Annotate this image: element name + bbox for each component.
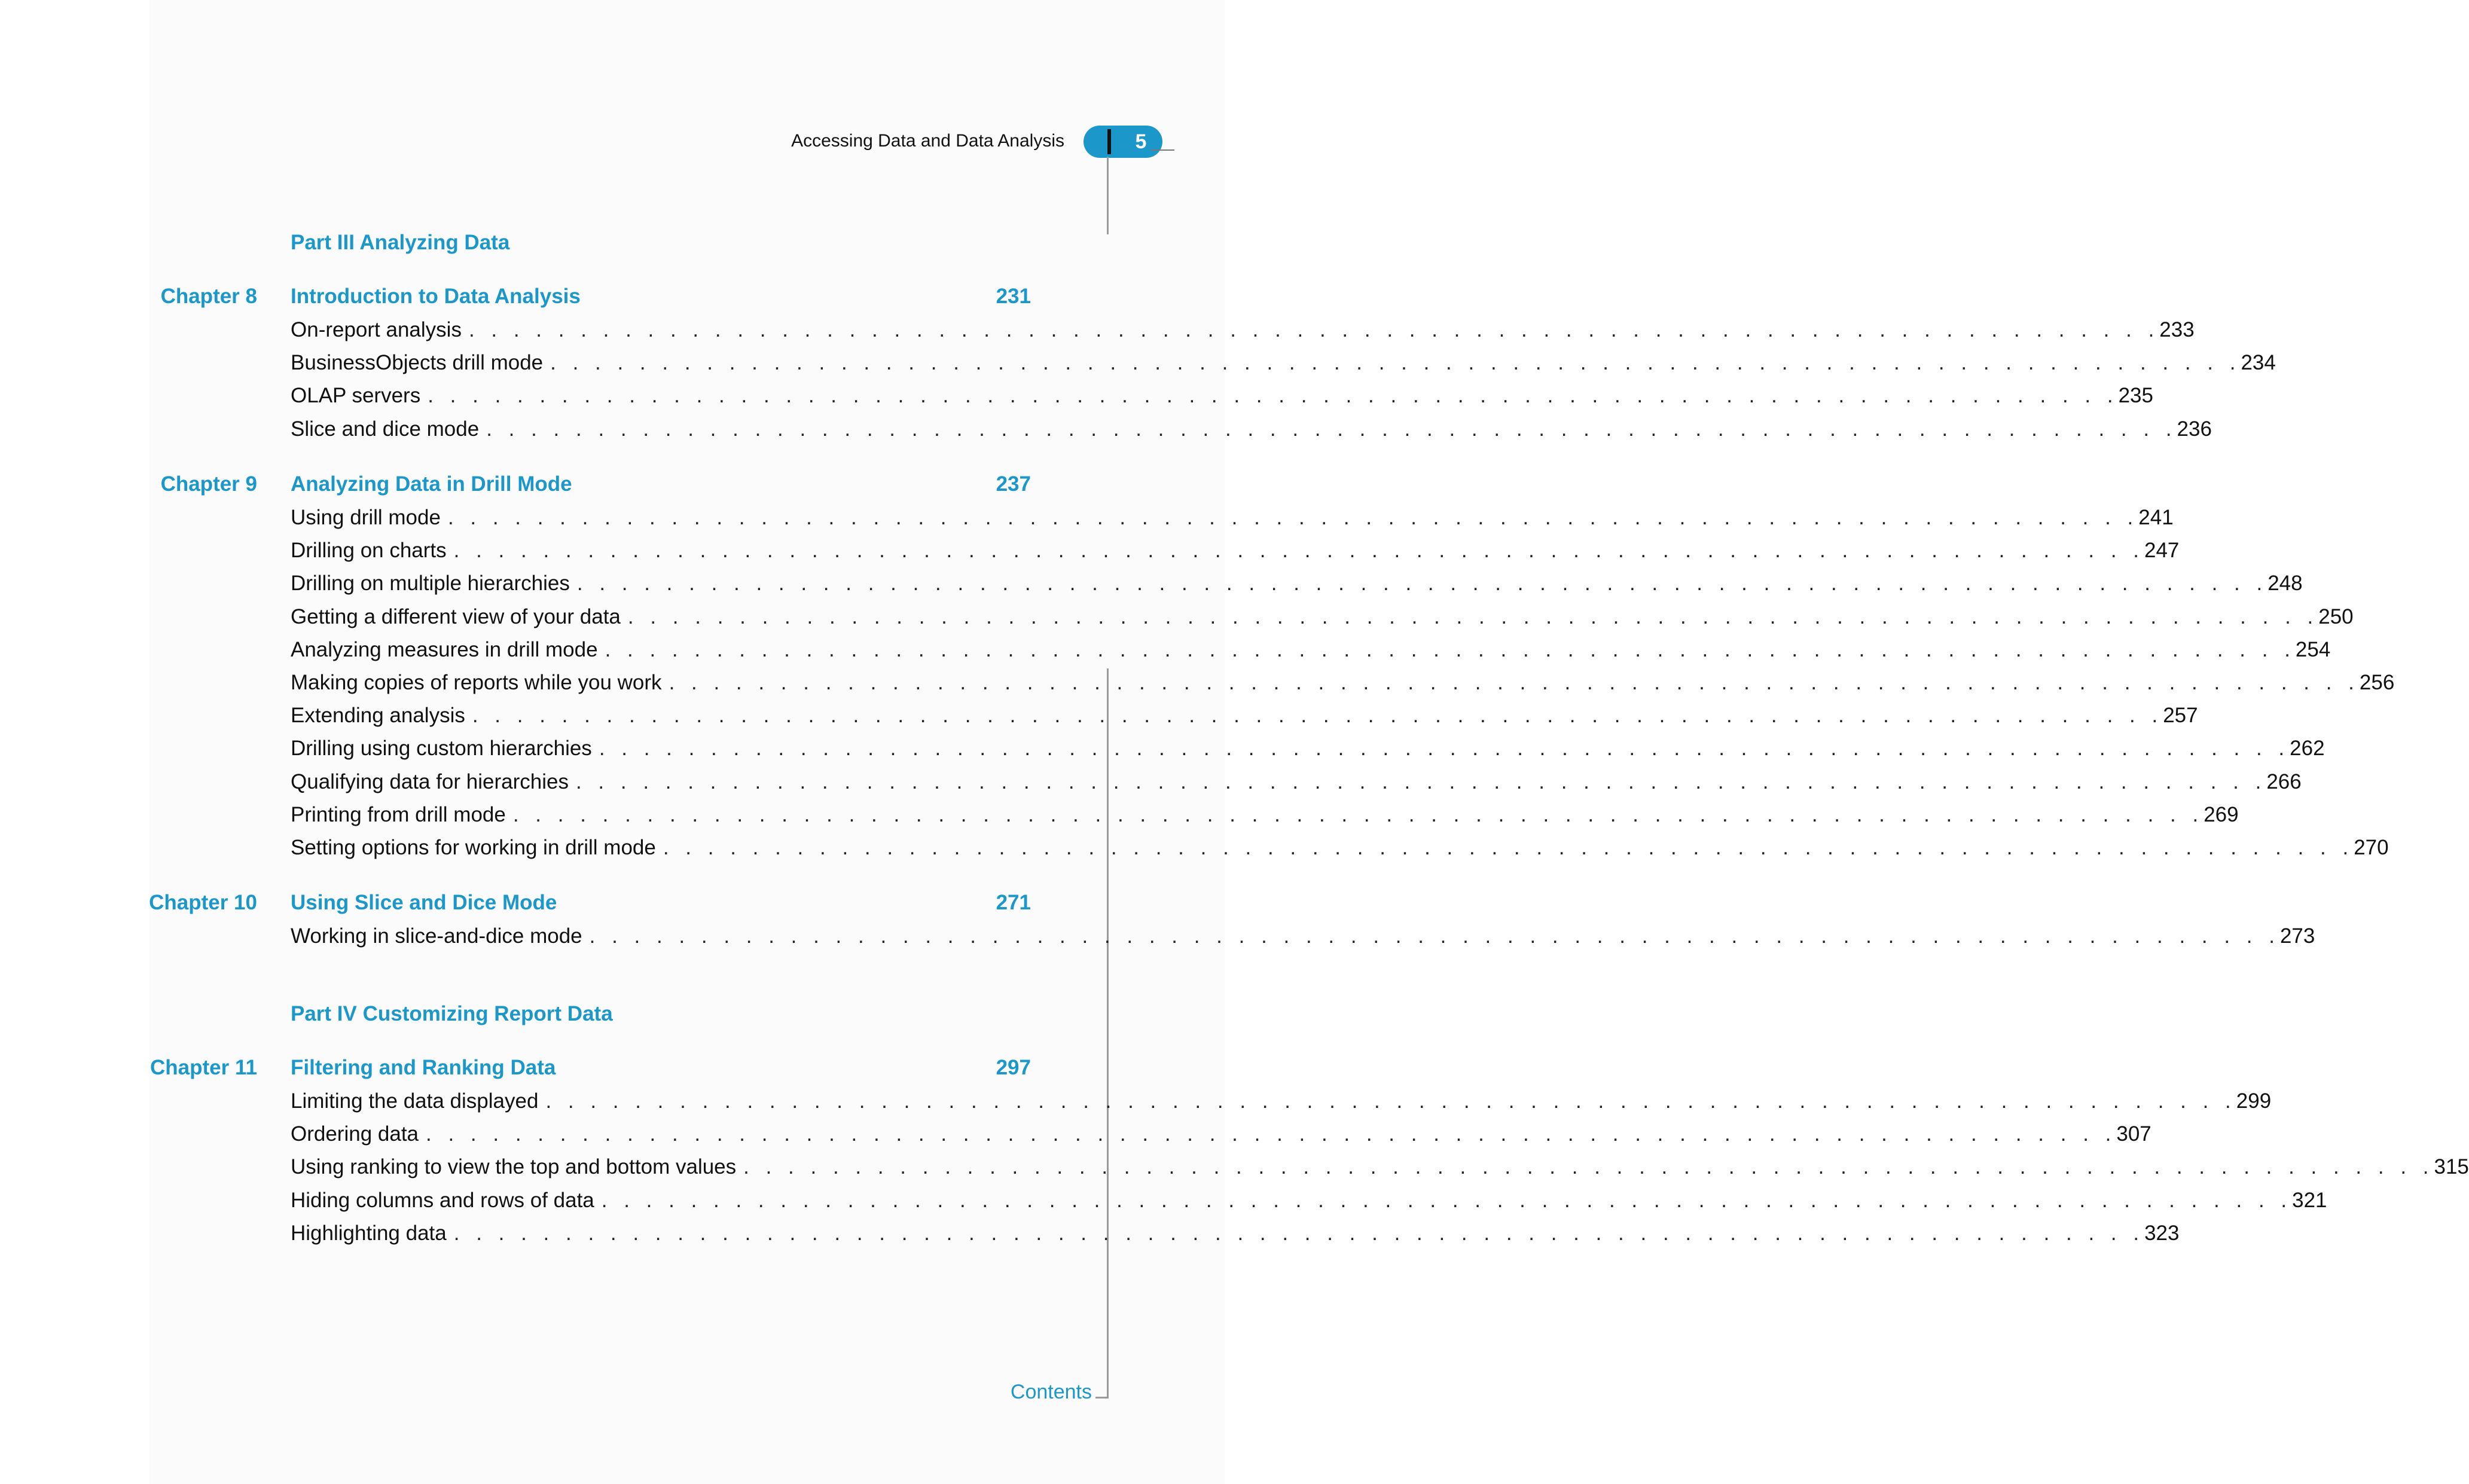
toc-entry-title: Qualifying data for hierarchies [291,770,569,793]
toc-entry-title: Highlighting data [291,1221,447,1245]
dot-leader: . . . . . . . . . . . . . . . . . . . . . . . . . . . . . . . . . . . . . . . . . . . . . . . . . . . . . . . . . . . . . . . . . . . . . . . . . . . . [743,1155,2434,1179]
dot-leader: . . . . . . . . . . . . . . . . . . . . . . . . . . . . . . . . . . . . . . . . . . . . . . . . . . . . . . . . . . . . . . . . . . . . . . . . . . . . [426,1122,2117,1146]
toc-entry [291,735,2325,768]
dot-leader: . . . . . . . . . . . . . . . . . . . . . . . . . . . . . . . . . . . . . . . . . . . . . . . . . . . . . . . . . . . . . . . . . . . . . . . . . . . . [512,802,2204,826]
toc-entry-title: Printing from drill mode [291,802,506,826]
toc-entry-title: On-report analysis [291,318,462,341]
toc-entry-page: 254 [2295,637,2331,661]
toc-entry-page: 266 [2266,770,2302,793]
toc-entry [291,703,2198,735]
toc-entry-page: 273 [2279,924,2315,948]
dot-leader: . . . . . . . . . . . . . . . . . . . . . . . . . . . . . . . . . . . . . . . . . . . . . . . . . . . . . . . . . . . . . . . . . . . . . . . . . . . . [468,318,2160,341]
part-heading: Part III Analyzing Data [291,231,510,254]
toc-entry [291,769,2302,802]
toc-entry-title: Analyzing measures in drill mode [291,637,598,661]
toc-entry-title: BusinessObjects drill mode [291,351,544,375]
toc-entries [291,923,2315,956]
chapter-page-number: 297 [996,1056,1031,1079]
toc-entry-title: Using ranking to view the top and bottom values [291,1155,737,1179]
toc-entry-title: Ordering data [291,1122,419,1146]
toc-entry [291,570,2303,603]
toc-entry-title: Extending analysis [291,704,465,728]
dot-leader: . . . . . . . . . . . . . . . . . . . . . . . . . . . . . . . . . . . . . . . . . . . . . . . . . . . . . . . . . . . . . . . . . . . . . . . . . . . . [453,539,2144,563]
part-heading: Part IV Customizing Report Data [291,1002,613,1025]
tab-rule [1150,149,1174,151]
toc-entry-page: 236 [2177,417,2212,441]
toc-entry-page: 307 [2116,1122,2151,1146]
page-number-tab [1084,126,1162,158]
chapter-title: Filtering and Ranking Data [291,1056,556,1079]
dot-leader: . . . . . . . . . . . . . . . . . . . . . . . . . . . . . . . . . . . . . . . . . . . . . . . . . . . . . . . . . . . . . . . . . . . . . . . . . . . . [550,351,2241,375]
toc-entry [291,416,2212,449]
chapter-label: Chapter 11 [150,1056,257,1079]
toc-entry-page: 270 [2354,835,2389,859]
toc-entry-page: 321 [2292,1188,2327,1212]
tab-marker [1107,129,1111,154]
toc-entry-page: 269 [2204,802,2239,826]
chapter-title: Analyzing Data in Drill Mode [291,472,572,496]
toc-entry-page: 241 [2138,506,2174,529]
footer-contents-label: Contents [1010,1381,1092,1403]
toc-entry [291,1154,2469,1187]
toc-entry [291,802,2239,835]
toc-entry-title: Setting options for working in drill mode [291,835,656,859]
dot-leader: . . . . . . . . . . . . . . . . . . . . . . . . . . . . . . . . . . . . . . . . . . . . . . . . . . . . . . . . . . . . . . . . . . . . . . . . . . . . [605,637,2296,661]
toc-entry [291,1121,2151,1154]
toc-entry [291,350,2276,383]
chapter-label: Chapter 9 [160,472,257,496]
toc-entry-page: 235 [2118,384,2153,408]
toc-entries [291,1088,2469,1253]
toc-entry [291,538,2180,570]
toc-entry [291,1088,2272,1121]
toc-entry-page: 257 [2163,704,2198,728]
toc-entry-page: 233 [2159,318,2195,341]
toc-entry [291,1187,2327,1220]
chapter-page-number: 237 [996,472,1031,496]
dot-leader: . . . . . . . . . . . . . . . . . . . . . . . . . . . . . . . . . . . . . . . . . . . . . . . . . . . . . . . . . . . . . . . . . . . . . . . . . . . . [669,670,2360,694]
toc-entries [291,317,2276,449]
toc-entry-page: 234 [2241,351,2276,375]
toc-entry-title: Drilling on charts [291,539,447,563]
chapter-label: Chapter 8 [160,285,257,308]
toc-entry-title: Using drill mode [291,506,441,529]
toc-entry-title: Slice and dice mode [291,417,480,441]
toc-entry-title: Getting a different view of your data [291,604,621,628]
dot-leader: . . . . . . . . . . . . . . . . . . . . . . . . . . . . . . . . . . . . . . . . . . . . . . . . . . . . . . . . . . . . . . . . . . . . . . . . . . . . [447,506,2139,529]
dot-leader: . . . . . . . . . . . . . . . . . . . . . . . . . . . . . . . . . . . . . . . . . . . . . . . . . . . . . . . . . . . . . . . . . . . . . . . . . . . . [472,704,2163,728]
dot-leader: . . . . . . . . . . . . . . . . . . . . . . . . . . . . . . . . . . . . . . . . . . . . . . . . . . . . . . . . . . . . . . . . . . . . . . . . . . . . [453,1221,2145,1245]
toc-entry-title: Hiding columns and rows of data [291,1188,594,1212]
toc-entry [291,505,2174,538]
toc-entry [291,670,2395,703]
dot-leader: . . . . . . . . . . . . . . . . . . . . . . . . . . . . . . . . . . . . . . . . . . . . . . . . . . . . . . . . . . . . . . . . . . . . . . . . . . . . [545,1089,2236,1113]
dot-leader: . . . . . . . . . . . . . . . . . . . . . . . . . . . . . . . . . . . . . . . . . . . . . . . . . . . . . . . . . . . . . . . . . . . . . . . . . . . . [601,1188,2293,1212]
toc-entry-title: Drilling using custom hierarchies [291,737,592,761]
running-header-title: Accessing Data and Data Analysis [791,131,1064,151]
toc-entry [291,604,2354,637]
dot-leader: . . . . . . . . . . . . . . . . . . . . . . . . . . . . . . . . . . . . . . . . . . . . . . . . . . . . . . . . . . . . . . . . . . . . . . . . . . . . [627,604,2319,628]
toc-entry [291,317,2195,350]
toc-entry-title: Drilling on multiple hierarchies [291,572,570,596]
toc-entry-page: 256 [2359,670,2395,694]
chapter-title: Introduction to Data Analysis [291,285,581,308]
chapter-title: Using Slice and Dice Mode [291,891,557,914]
toc-entry [291,923,2315,956]
toc-entry-page: 250 [2318,604,2354,628]
toc-entry [291,637,2331,670]
chapter-page-number: 271 [996,891,1031,914]
dot-leader: . . . . . . . . . . . . . . . . . . . . . . . . . . . . . . . . . . . . . . . . . . . . . . . . . . . . . . . . . . . . . . . . . . . . . . . . . . . . [486,417,2177,441]
toc-entry-page: 323 [2144,1221,2180,1245]
toc-entry-page: 248 [2267,572,2303,596]
toc-entry-page: 315 [2434,1155,2469,1179]
toc-entry [291,835,2389,868]
toc-entry-page: 247 [2144,539,2180,563]
dot-leader: . . . . . . . . . . . . . . . . . . . . . . . . . . . . . . . . . . . . . . . . . . . . . . . . . . . . . . . . . . . . . . . . . . . . . . . . . . . . [663,835,2354,859]
chapter-label: Chapter 10 [149,891,257,914]
footer-rule [1095,1397,1109,1398]
toc-entry-page: 299 [2236,1089,2272,1113]
dot-leader: . . . . . . . . . . . . . . . . . . . . . . . . . . . . . . . . . . . . . . . . . . . . . . . . . . . . . . . . . . . . . . . . . . . . . . . . . . . . [589,924,2280,948]
dot-leader: . . . . . . . . . . . . . . . . . . . . . . . . . . . . . . . . . . . . . . . . . . . . . . . . . . . . . . . . . . . . . . . . . . . . . . . . . . . . [576,572,2268,596]
dot-leader: . . . . . . . . . . . . . . . . . . . . . . . . . . . . . . . . . . . . . . . . . . . . . . . . . . . . . . . . . . . . . . . . . . . . . . . . . . . . [575,770,2267,793]
toc-entry [291,383,2153,416]
toc-entries [291,505,2395,868]
dot-leader: . . . . . . . . . . . . . . . . . . . . . . . . . . . . . . . . . . . . . . . . . . . . . . . . . . . . . . . . . . . . . . . . . . . . . . . . . . . . [599,737,2290,761]
page-number: 5 [1135,130,1147,153]
toc-entry-title: Making copies of reports while you work [291,670,662,694]
chapter-page-number: 231 [996,285,1031,308]
toc-entry-title: Limiting the data displayed [291,1089,539,1113]
margin-rule-top [1107,157,1109,234]
toc-entry-page: 262 [2290,737,2325,761]
toc-entry [291,1220,2180,1253]
toc-entry-title: Working in slice-and-dice mode [291,924,582,948]
dot-leader: . . . . . . . . . . . . . . . . . . . . . . . . . . . . . . . . . . . . . . . . . . . . . . . . . . . . . . . . . . . . . . . . . . . . . . . . . . . . [428,384,2119,408]
toc-entry-title: OLAP servers [291,384,421,408]
